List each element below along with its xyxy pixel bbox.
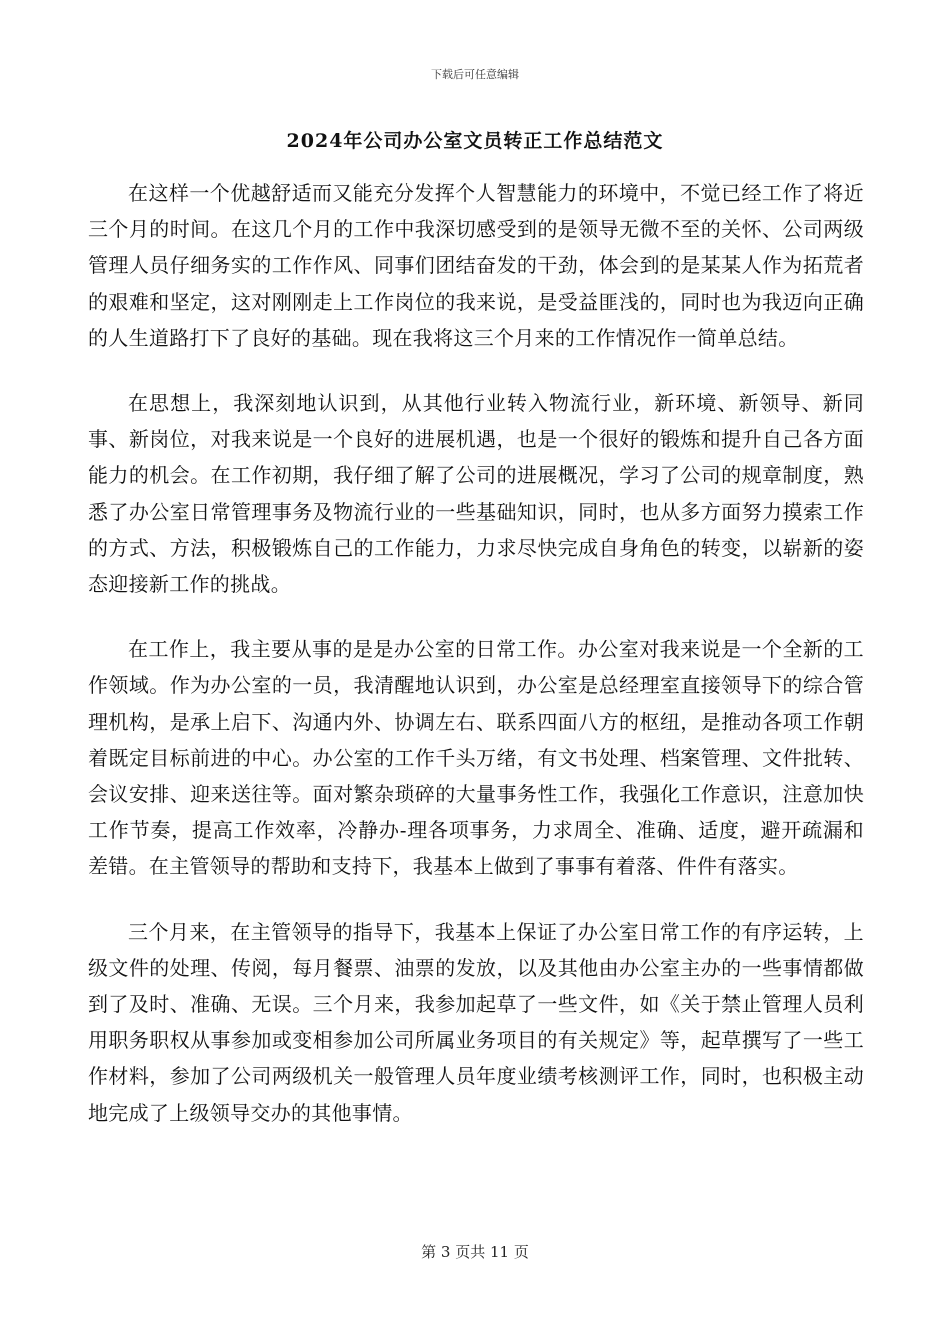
document-body: [88, 175, 864, 1160]
document-title: 2024年公司办公室文员转正工作总结范文: [286, 130, 664, 152]
page-number: 第 3 页共 11 页: [421, 1243, 529, 1261]
header-note: 下载后可任意编辑: [431, 68, 519, 81]
paragraph-3: 在工作上，我主要从事的是是办公室的日常工作。办公室对我来说是一个全新的工作领域。作为办公室的一员，我清醒地认识到，办公室是总经理室直接领导下的综合管理机构，是承上启下、沟通内外、协调左右、联系四面八方的枢纽，是推动各项工作朝着既定目标前进的中心。办公室的工作千头万绪，有文书处理、档案管理、文件批转、会议安排、迎来送往等。面对繁杂琐碎的大量事务性工作，我强化工作意识，注意加快工作节奏，提高工作效率，冷静办-理各项事务，力求周全、准确、适度，避开疏漏和差错。在主管领导的帮助和支持下，我基本上做到了事事有着落、件件有落实。: [88, 637, 864, 879]
paragraph-4: 三个月来，在主管领导的指导下，我基本上保证了办公室日常工作的有序运转，上级文件的处理、传阅，每月餐票、油票的发放，以及其他由办公室主办的一些事情都做到了及时、准确、无误。三个月来，我参加起草了一些文件，如《关于禁止管理人员利用职务职权从事参加或变相参加公司所属业务项目的有关规定》等，起草撰写了一些工作材料，参加了公司两级机关一般管理人员年度业绩考核测评工作，同时，也积极主动地完成了上级领导交办的其他事情。: [88, 919, 864, 1125]
paragraph-2: 在思想上，我深刻地认识到，从其他行业转入物流行业，新环境、新领导、新同事、新岗位，对我来说是一个良好的进展机遇，也是一个很好的锻炼和提升自己各方面能力的机会。在工作初期，我仔细了解了公司的进展概况，学习了公司的规章制度，熟悉了办公室日常管理事务及物流行业的一些基础知识，同时，也从多方面努力摸索工作的方式、方法，积极锻炼自己的工作能力，力求尽快完成自身角色的转变，以崭新的姿态迎接新工作的挑战。: [88, 391, 864, 597]
paragraph-1: 在这样一个优越舒适而又能充分发挥个人智慧能力的环境中，不觉已经工作了将近三个月的时间。在这几个月的工作中我深切感受到的是领导无微不至的关怀、公司两级管理人员仔细务实的工作作风、同事们团结奋发的干劲，体会到的是某某人作为拓荒者的艰难和坚定，这对刚刚走上工作岗位的我来说，是受益匪浅的，同时也为我迈向正确的人生道路打下了良好的基础。现在我将这三个月来的工作情况作一简单总结。: [88, 181, 864, 350]
